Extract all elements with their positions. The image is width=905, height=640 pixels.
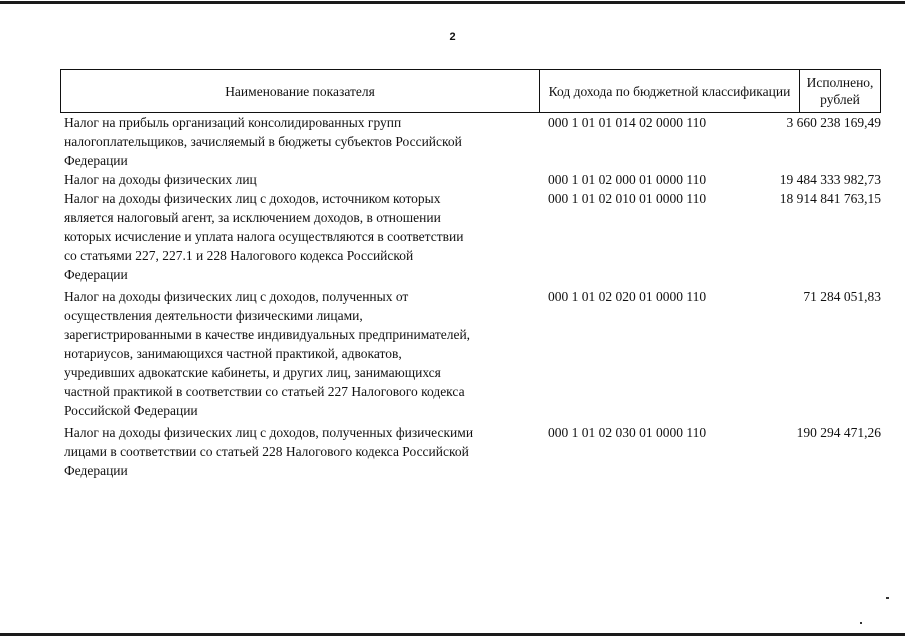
header-code: Код дохода по бюджетной классификации xyxy=(539,70,799,112)
page-number: 2 xyxy=(449,31,456,43)
row-name: Налог на доходы физических лиц с доходов, полученных физическими лицами в соответствии со статьей 228 Налогового кодекса Российской Федерации xyxy=(64,425,474,478)
header-name: Наименование показателя xyxy=(225,83,375,99)
row-code: 000 1 01 02 020 01 0000 110 xyxy=(548,289,707,304)
table-header xyxy=(60,69,881,113)
header-amount: Исполнено, рублей xyxy=(799,70,880,112)
row-name: Налог на доходы физических лиц с доходов, полученных от осуществления деятельности физическими лицами, зарегистрированными в качестве индивидуальных предпринимателей, нотариусов, занимающихся частной практикой, адвокатов, учредивших адвокатские кабинеты, и других лиц, занимающихся частной практикой в соответствии со статьей 227 Налогового кодекса Российской Федерации xyxy=(64,289,471,418)
scan-speck xyxy=(886,597,889,599)
row-amount: 3 660 238 169,49 xyxy=(786,115,881,130)
row-amount: 71 284 051,83 xyxy=(803,289,881,304)
row-name: Налог на прибыль организаций консолидированных групп налогоплательщиков, зачисляемый в бюджеты субъектов Российской Федерации xyxy=(64,115,462,168)
row-amount: 19 484 333 982,73 xyxy=(779,172,881,187)
row-code: 000 1 01 02 000 01 0000 110 xyxy=(548,172,707,187)
row-amount: 190 294 471,26 xyxy=(796,425,881,440)
row-name: Налог на доходы физических лиц xyxy=(64,172,257,187)
top-edge-rule xyxy=(0,1,905,4)
row-amount: 18 914 841 763,15 xyxy=(779,191,881,206)
row-name: Налог на доходы физических лиц с доходов, источником которых является налоговый агент, за исключением доходов, в отношении которых исчисление и уплата налога осуществляются в соответствии со статьями 227, 227.1 и 228 Налогового кодекса Российской Федерации xyxy=(64,191,464,282)
row-code: 000 1 01 02 030 01 0000 110 xyxy=(548,425,707,440)
row-code: 000 1 01 01 014 02 0000 110 xyxy=(548,115,707,130)
row-code: 000 1 01 02 010 01 0000 110 xyxy=(548,191,707,206)
bottom-edge-rule xyxy=(0,633,905,636)
scan-speck xyxy=(860,622,862,624)
